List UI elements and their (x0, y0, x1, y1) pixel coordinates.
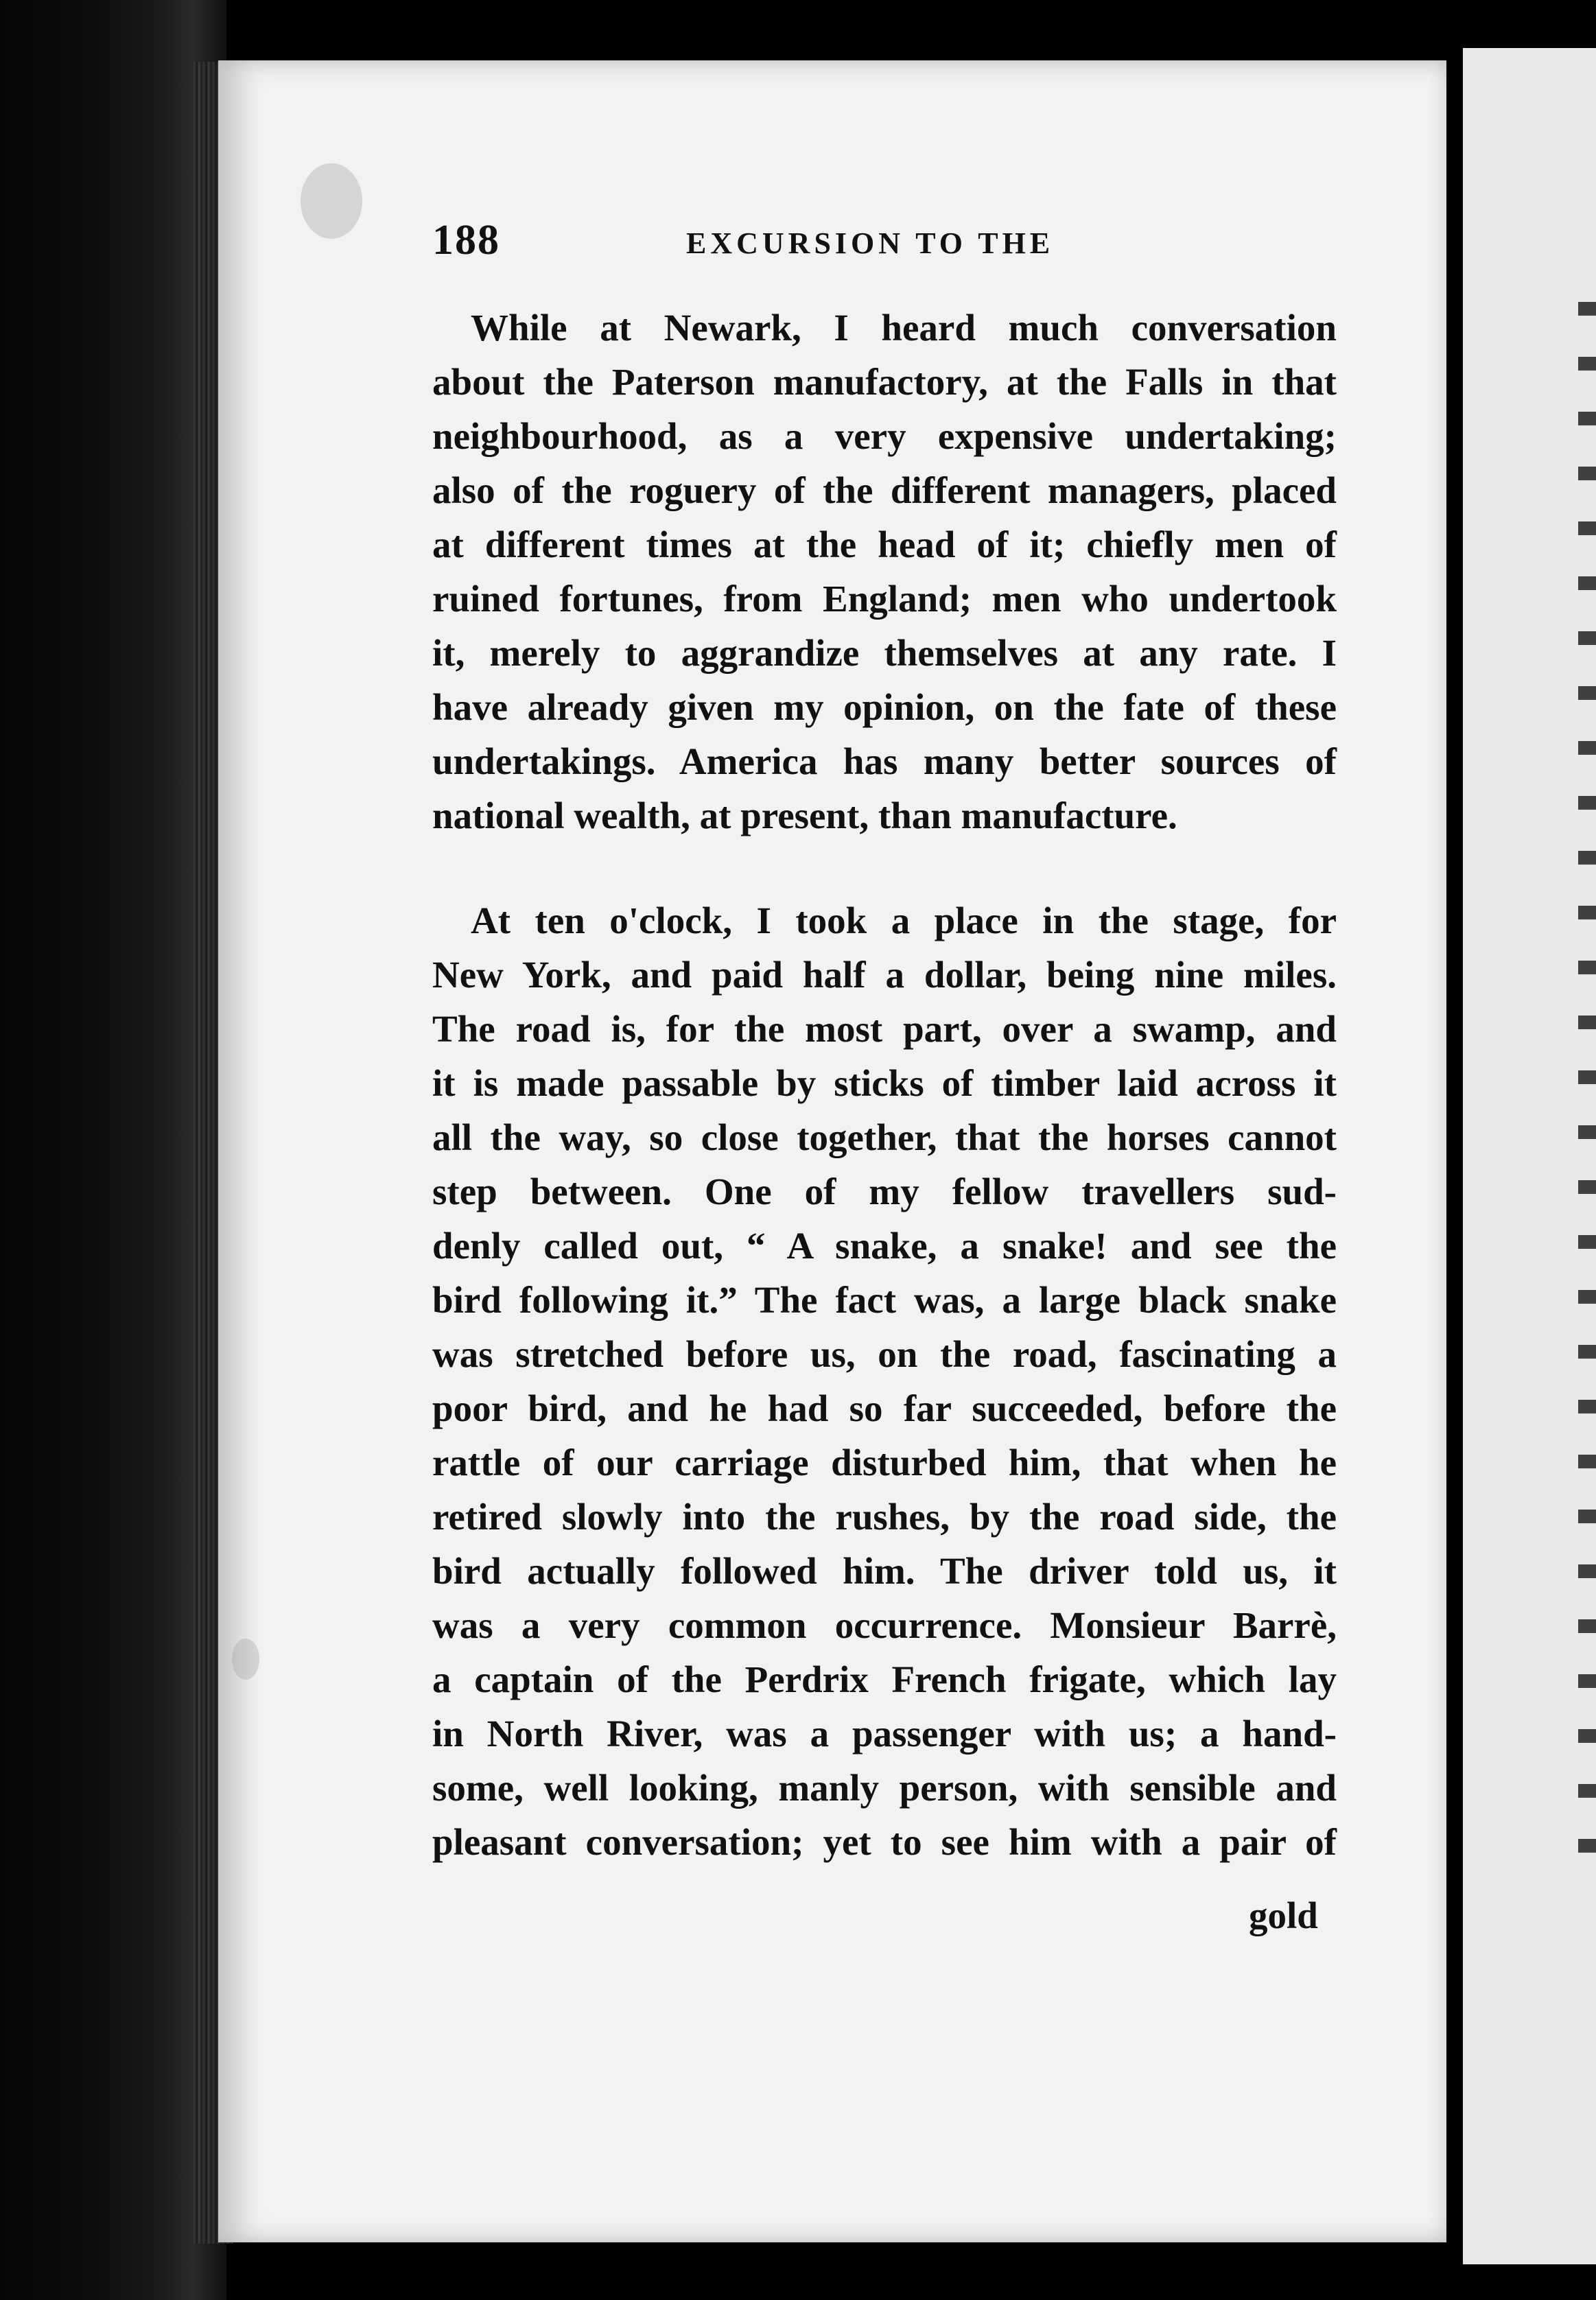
text-line: While at Newark, I heard much conversation (471, 307, 1337, 349)
text-line: bird actually followed him. The driver told us, it (432, 1550, 1337, 1592)
text-line: denly called out, “ A snake, a snake! and see the (432, 1225, 1337, 1267)
text-line: New York, and paid half a dollar, being nine miles. (432, 954, 1337, 996)
paper-stain (301, 163, 362, 239)
text-line: neighbourhood, as a very expensive undertaking; (432, 415, 1337, 457)
text-line: some, well looking, manly person, with sensible and (432, 1767, 1337, 1809)
body-text (432, 301, 1337, 1869)
catchword: gold (1249, 1894, 1318, 1936)
text-line: ruined fortunes, from England; men who undertook (432, 578, 1337, 620)
text-line: bird following it.” The fact was, a large black snake (432, 1279, 1337, 1321)
text-line: was a very common occurrence. Monsieur Barrè, (432, 1604, 1337, 1646)
text-line: it is made passable by sticks of timber laid across it (432, 1062, 1337, 1104)
paragraph (432, 893, 1337, 1869)
paragraph-break (432, 843, 1337, 893)
text-line: poor bird, and he had so far succeeded, before the (432, 1387, 1337, 1429)
text-line: about the Paterson manufactory, at the Falls in that (432, 361, 1337, 403)
text-line: undertakings. America has many better sources of (432, 740, 1337, 782)
paper-stain (232, 1639, 259, 1680)
text-line: At ten o'clock, I took a place in the stage, for (471, 900, 1337, 941)
text-line: step between. One of my fellow travellers sud- (432, 1171, 1337, 1212)
text-line: was stretched before us, on the road, fascinating a (432, 1333, 1337, 1375)
facing-page-text-fragments (1578, 274, 1596, 1853)
running-head: EXCURSION TO THE (686, 226, 1055, 260)
text-line: in North River, was a passenger with us; a hand- (432, 1713, 1337, 1755)
text-line: a captain of the Perdrix French frigate, which lay (432, 1658, 1337, 1700)
paragraph (432, 301, 1337, 843)
text-line: rattle of our carriage disturbed him, that when he (432, 1442, 1337, 1483)
page-header (432, 216, 1338, 271)
text-line: national wealth, at present, than manufacture. (432, 795, 1177, 836)
text-line: at different times at the head of it; chiefly men of (432, 524, 1337, 565)
text-line: also of the roguery of the different managers, placed (432, 469, 1337, 511)
page-divider (1446, 41, 1463, 2278)
text-line: have already given my opinion, on the fate of these (432, 686, 1337, 728)
text-line: it, merely to aggrandize themselves at any rate. I (432, 632, 1337, 674)
text-line: retired slowly into the rushes, by the road side, the (432, 1496, 1337, 1538)
page-number: 188 (432, 217, 500, 263)
facing-page (1463, 48, 1596, 2264)
text-line: all the way, so close together, that the horses cannot (432, 1116, 1337, 1158)
text-line: The road is, for the most part, over a swamp, and (432, 1008, 1337, 1050)
text-line: pleasant conversation; yet to see him with a pair of (432, 1821, 1337, 1863)
